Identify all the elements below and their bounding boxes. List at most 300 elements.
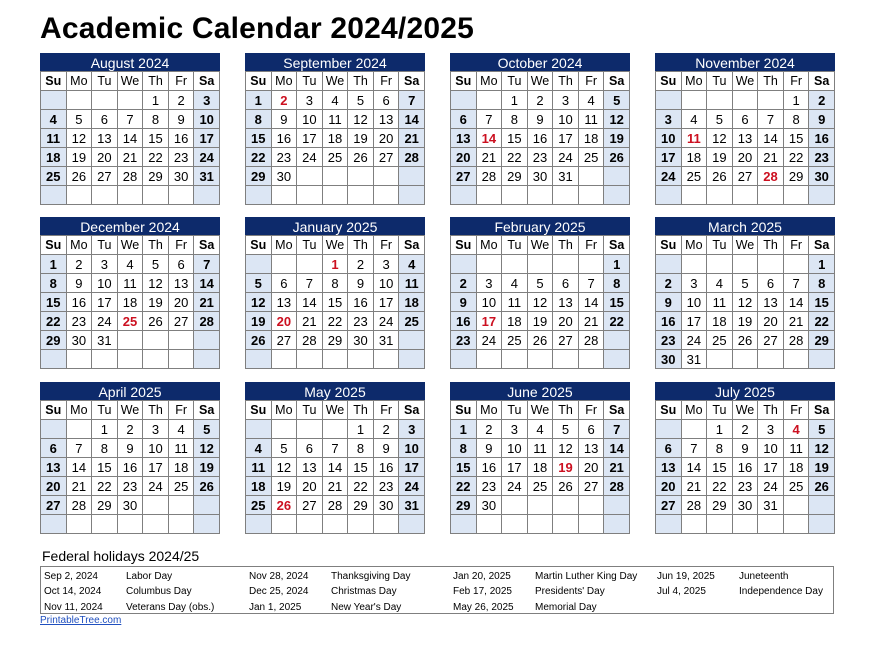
holiday-name: Memorial Day bbox=[535, 601, 597, 613]
weekday-header: Th bbox=[553, 401, 579, 420]
weekday-header: Fr bbox=[373, 401, 399, 420]
day-cell bbox=[656, 420, 682, 439]
weekday-header: Th bbox=[758, 72, 784, 91]
day-cell: 22 bbox=[451, 477, 477, 496]
day-cell: 17 bbox=[681, 312, 707, 331]
day-cell bbox=[758, 255, 784, 274]
day-cell: 9 bbox=[732, 439, 758, 458]
day-cell bbox=[604, 350, 630, 369]
day-cell bbox=[246, 515, 272, 534]
day-cell: 21 bbox=[578, 312, 604, 331]
weekday-header: Fr bbox=[578, 401, 604, 420]
weekday-header: Fr bbox=[578, 236, 604, 255]
day-cell: 25 bbox=[41, 167, 67, 186]
day-cell bbox=[451, 350, 477, 369]
day-cell bbox=[194, 515, 220, 534]
day-cell: 6 bbox=[92, 110, 118, 129]
day-cell bbox=[451, 515, 477, 534]
day-cell bbox=[246, 186, 272, 205]
month-calendar bbox=[655, 382, 835, 534]
day-cell: 8 bbox=[451, 439, 477, 458]
day-cell bbox=[604, 496, 630, 515]
day-cell bbox=[758, 515, 784, 534]
day-cell: 23 bbox=[168, 148, 194, 167]
day-cell bbox=[41, 186, 67, 205]
day-cell bbox=[399, 167, 425, 186]
day-cell: 31 bbox=[681, 350, 707, 369]
day-cell: 30 bbox=[527, 167, 553, 186]
day-cell: 13 bbox=[578, 439, 604, 458]
month-calendar bbox=[450, 382, 630, 534]
day-cell bbox=[681, 186, 707, 205]
day-cell: 14 bbox=[783, 293, 809, 312]
day-cell: 7 bbox=[783, 274, 809, 293]
day-cell: 28 bbox=[476, 167, 502, 186]
day-cell: 16 bbox=[656, 312, 682, 331]
day-cell: 26 bbox=[527, 331, 553, 350]
footer-link[interactable]: PrintableTree.com bbox=[40, 615, 122, 626]
day-cell bbox=[783, 496, 809, 515]
weekday-header: Mo bbox=[271, 236, 297, 255]
day-cell: 22 bbox=[41, 312, 67, 331]
day-cell: 18 bbox=[117, 293, 143, 312]
holiday-name: Veterans Day (obs.) bbox=[126, 601, 215, 613]
day-cell: 23 bbox=[451, 331, 477, 350]
day-cell: 25 bbox=[168, 477, 194, 496]
holiday-row bbox=[249, 569, 410, 584]
day-cell: 3 bbox=[194, 91, 220, 110]
weekday-header: Mo bbox=[476, 72, 502, 91]
weekday-header: We bbox=[732, 236, 758, 255]
weekday-header: Tu bbox=[297, 401, 323, 420]
day-cell: 16 bbox=[168, 129, 194, 148]
day-cell bbox=[553, 350, 579, 369]
day-cell bbox=[297, 255, 323, 274]
day-cell: 2 bbox=[168, 91, 194, 110]
day-cell: 24 bbox=[656, 167, 682, 186]
day-cell bbox=[758, 350, 784, 369]
day-cell bbox=[783, 186, 809, 205]
day-cell: 19 bbox=[246, 312, 272, 331]
day-cell: 22 bbox=[322, 312, 348, 331]
day-cell: 19 bbox=[732, 312, 758, 331]
holiday-date: Jan 1, 2025 bbox=[249, 601, 302, 613]
day-cell: 9 bbox=[527, 110, 553, 129]
month-calendar bbox=[40, 382, 220, 534]
day-cell bbox=[143, 186, 169, 205]
day-cell: 23 bbox=[476, 477, 502, 496]
day-cell bbox=[66, 420, 92, 439]
weekday-header: We bbox=[117, 401, 143, 420]
day-cell bbox=[246, 255, 272, 274]
day-cell: 21 bbox=[399, 129, 425, 148]
day-cell: 14 bbox=[297, 293, 323, 312]
weekday-header: We bbox=[732, 72, 758, 91]
day-cell bbox=[732, 515, 758, 534]
day-cell: 20 bbox=[92, 148, 118, 167]
day-cell: 19 bbox=[527, 312, 553, 331]
weekday-header: Su bbox=[246, 236, 272, 255]
day-cell: 18 bbox=[578, 129, 604, 148]
day-cell bbox=[246, 350, 272, 369]
day-cell: 11 bbox=[502, 293, 528, 312]
day-cell bbox=[578, 186, 604, 205]
day-cell: 7 bbox=[604, 420, 630, 439]
weekday-header: Th bbox=[758, 236, 784, 255]
day-cell bbox=[604, 331, 630, 350]
day-cell bbox=[194, 350, 220, 369]
day-cell: 1 bbox=[246, 91, 272, 110]
day-cell: 12 bbox=[143, 274, 169, 293]
day-cell: 23 bbox=[373, 477, 399, 496]
holiday-date: Jun 19, 2025 bbox=[657, 571, 715, 582]
day-cell bbox=[373, 186, 399, 205]
day-cell: 1 bbox=[604, 255, 630, 274]
day-cell: 18 bbox=[783, 458, 809, 477]
day-cell: 4 bbox=[399, 255, 425, 274]
day-cell: 2 bbox=[451, 274, 477, 293]
weekday-header: Su bbox=[41, 72, 67, 91]
day-cell: 26 bbox=[809, 477, 835, 496]
day-cell bbox=[399, 515, 425, 534]
holiday-day-cell: 26 bbox=[271, 496, 297, 515]
day-cell bbox=[168, 515, 194, 534]
day-cell: 12 bbox=[66, 129, 92, 148]
day-cell: 11 bbox=[399, 274, 425, 293]
holiday-day-cell: 25 bbox=[117, 312, 143, 331]
day-cell: 10 bbox=[758, 439, 784, 458]
day-cell: 24 bbox=[143, 477, 169, 496]
day-cell: 15 bbox=[143, 129, 169, 148]
day-cell: 9 bbox=[373, 439, 399, 458]
day-cell: 18 bbox=[681, 148, 707, 167]
day-cell: 9 bbox=[66, 274, 92, 293]
holidays-column bbox=[657, 569, 823, 600]
holidays-column bbox=[44, 569, 214, 615]
holiday-date: Jan 20, 2025 bbox=[453, 571, 511, 582]
day-cell: 8 bbox=[604, 274, 630, 293]
holiday-date: Nov 28, 2024 bbox=[249, 571, 309, 582]
day-cell: 31 bbox=[399, 496, 425, 515]
weekday-header: We bbox=[322, 401, 348, 420]
day-cell: 6 bbox=[553, 274, 579, 293]
weekday-header: Th bbox=[348, 236, 374, 255]
holiday-name: Thanksgiving Day bbox=[331, 571, 411, 582]
day-cell: 21 bbox=[322, 477, 348, 496]
day-cell bbox=[553, 186, 579, 205]
weekday-header: Tu bbox=[502, 72, 528, 91]
day-cell: 10 bbox=[297, 110, 323, 129]
day-cell bbox=[707, 515, 733, 534]
day-cell: 15 bbox=[41, 293, 67, 312]
day-cell: 24 bbox=[681, 331, 707, 350]
day-cell bbox=[578, 350, 604, 369]
day-cell bbox=[373, 350, 399, 369]
day-cell: 29 bbox=[707, 496, 733, 515]
day-cell: 23 bbox=[527, 148, 553, 167]
day-cell: 23 bbox=[117, 477, 143, 496]
day-cell: 16 bbox=[373, 458, 399, 477]
day-cell bbox=[476, 186, 502, 205]
weekday-header: Sa bbox=[399, 236, 425, 255]
day-cell bbox=[271, 515, 297, 534]
holiday-row bbox=[44, 569, 214, 584]
day-cell: 27 bbox=[168, 312, 194, 331]
day-cell: 16 bbox=[271, 129, 297, 148]
weekday-header: Su bbox=[451, 401, 477, 420]
day-cell bbox=[527, 515, 553, 534]
day-cell: 17 bbox=[502, 458, 528, 477]
day-cell: 25 bbox=[681, 167, 707, 186]
day-cell bbox=[117, 515, 143, 534]
weekday-header: Tu bbox=[707, 72, 733, 91]
weekday-header: Fr bbox=[168, 72, 194, 91]
day-cell: 29 bbox=[809, 331, 835, 350]
day-cell bbox=[681, 420, 707, 439]
day-cell bbox=[707, 255, 733, 274]
day-cell: 11 bbox=[322, 110, 348, 129]
day-cell: 1 bbox=[41, 255, 67, 274]
day-cell: 26 bbox=[707, 167, 733, 186]
day-cell: 10 bbox=[399, 439, 425, 458]
day-cell: 2 bbox=[373, 420, 399, 439]
day-cell bbox=[271, 255, 297, 274]
weekday-header: Sa bbox=[399, 401, 425, 420]
day-cell: 8 bbox=[348, 439, 374, 458]
day-cell: 11 bbox=[117, 274, 143, 293]
month-title: September 2024 bbox=[245, 53, 425, 71]
day-cell: 11 bbox=[246, 458, 272, 477]
weekday-header: Tu bbox=[707, 401, 733, 420]
day-cell: 3 bbox=[143, 420, 169, 439]
weekday-header: Sa bbox=[194, 72, 220, 91]
day-cell: 24 bbox=[297, 148, 323, 167]
holidays-column bbox=[249, 569, 410, 615]
day-cell: 5 bbox=[194, 420, 220, 439]
day-cell: 19 bbox=[348, 129, 374, 148]
day-cell bbox=[66, 350, 92, 369]
day-cell bbox=[809, 186, 835, 205]
weekday-header: Mo bbox=[66, 72, 92, 91]
day-cell: 11 bbox=[168, 439, 194, 458]
day-cell bbox=[502, 186, 528, 205]
day-cell: 21 bbox=[681, 477, 707, 496]
day-cell bbox=[41, 350, 67, 369]
weekday-header: Mo bbox=[681, 401, 707, 420]
day-cell: 16 bbox=[66, 293, 92, 312]
day-cell: 5 bbox=[604, 91, 630, 110]
month-calendar bbox=[40, 217, 220, 369]
day-cell: 13 bbox=[271, 293, 297, 312]
weekday-header: Mo bbox=[66, 401, 92, 420]
day-cell bbox=[604, 515, 630, 534]
month-title: December 2024 bbox=[40, 217, 220, 235]
day-cell: 20 bbox=[578, 458, 604, 477]
day-cell bbox=[476, 255, 502, 274]
weekday-header: Sa bbox=[604, 401, 630, 420]
day-cell: 29 bbox=[92, 496, 118, 515]
day-cell: 10 bbox=[553, 110, 579, 129]
day-cell bbox=[527, 350, 553, 369]
day-cell: 30 bbox=[732, 496, 758, 515]
day-cell: 3 bbox=[476, 274, 502, 293]
day-cell: 17 bbox=[758, 458, 784, 477]
day-cell bbox=[502, 350, 528, 369]
day-cell: 7 bbox=[399, 91, 425, 110]
day-cell: 10 bbox=[373, 274, 399, 293]
day-cell bbox=[681, 91, 707, 110]
day-cell: 14 bbox=[758, 129, 784, 148]
day-cell: 5 bbox=[707, 110, 733, 129]
day-cell bbox=[783, 255, 809, 274]
day-cell bbox=[783, 350, 809, 369]
day-cell: 18 bbox=[168, 458, 194, 477]
day-cell: 24 bbox=[194, 148, 220, 167]
day-cell: 19 bbox=[604, 129, 630, 148]
month-title: March 2025 bbox=[655, 217, 835, 235]
day-cell: 27 bbox=[732, 167, 758, 186]
weekday-header: Sa bbox=[809, 401, 835, 420]
holiday-row bbox=[249, 600, 410, 615]
day-cell: 27 bbox=[41, 496, 67, 515]
day-cell: 24 bbox=[92, 312, 118, 331]
day-cell: 17 bbox=[553, 129, 579, 148]
weekday-header: Tu bbox=[92, 72, 118, 91]
day-cell: 18 bbox=[502, 312, 528, 331]
day-cell: 13 bbox=[41, 458, 67, 477]
holiday-row bbox=[44, 600, 214, 615]
day-cell bbox=[143, 350, 169, 369]
holiday-day-cell: 19 bbox=[553, 458, 579, 477]
day-cell bbox=[41, 91, 67, 110]
day-cell bbox=[143, 515, 169, 534]
day-cell: 27 bbox=[758, 331, 784, 350]
day-cell bbox=[578, 167, 604, 186]
weekday-header: Su bbox=[656, 72, 682, 91]
day-cell bbox=[451, 186, 477, 205]
holiday-name: Juneteenth bbox=[739, 571, 789, 582]
day-cell: 21 bbox=[758, 148, 784, 167]
month-calendar bbox=[655, 53, 835, 205]
day-cell: 2 bbox=[66, 255, 92, 274]
day-cell bbox=[732, 350, 758, 369]
day-cell: 3 bbox=[373, 255, 399, 274]
day-cell bbox=[681, 515, 707, 534]
day-cell bbox=[809, 515, 835, 534]
day-cell: 31 bbox=[373, 331, 399, 350]
day-cell bbox=[451, 91, 477, 110]
day-cell: 1 bbox=[783, 91, 809, 110]
day-cell: 15 bbox=[92, 458, 118, 477]
day-cell: 27 bbox=[92, 167, 118, 186]
month-title: July 2025 bbox=[655, 382, 835, 400]
day-cell bbox=[41, 420, 67, 439]
day-cell: 7 bbox=[66, 439, 92, 458]
weekday-header: Tu bbox=[297, 72, 323, 91]
month-title: October 2024 bbox=[450, 53, 630, 71]
weekday-header: Sa bbox=[604, 72, 630, 91]
day-cell: 23 bbox=[348, 312, 374, 331]
day-cell: 15 bbox=[809, 293, 835, 312]
weekday-header: Fr bbox=[168, 401, 194, 420]
day-cell: 20 bbox=[41, 477, 67, 496]
holiday-date: Dec 25, 2024 bbox=[249, 586, 309, 598]
weekday-header: Su bbox=[451, 72, 477, 91]
day-cell: 17 bbox=[92, 293, 118, 312]
day-cell: 14 bbox=[66, 458, 92, 477]
day-cell: 17 bbox=[373, 293, 399, 312]
day-cell: 19 bbox=[271, 477, 297, 496]
day-cell: 10 bbox=[681, 293, 707, 312]
day-cell: 31 bbox=[92, 331, 118, 350]
day-cell bbox=[656, 186, 682, 205]
day-cell: 14 bbox=[681, 458, 707, 477]
day-cell bbox=[297, 420, 323, 439]
day-cell: 24 bbox=[373, 312, 399, 331]
day-cell: 8 bbox=[246, 110, 272, 129]
day-cell: 26 bbox=[348, 148, 374, 167]
holiday-date: Nov 11, 2024 bbox=[44, 601, 103, 613]
day-cell: 28 bbox=[66, 496, 92, 515]
weekday-header: Fr bbox=[783, 236, 809, 255]
day-cell: 1 bbox=[809, 255, 835, 274]
day-cell: 30 bbox=[476, 496, 502, 515]
holiday-name: Independence Day bbox=[739, 586, 823, 598]
weekday-header: Fr bbox=[578, 72, 604, 91]
day-cell: 15 bbox=[348, 458, 374, 477]
day-cell: 21 bbox=[297, 312, 323, 331]
holiday-name: Columbus Day bbox=[126, 586, 192, 598]
weekday-header: Th bbox=[143, 236, 169, 255]
day-cell: 12 bbox=[348, 110, 374, 129]
holiday-row bbox=[657, 584, 823, 599]
day-cell: 22 bbox=[809, 312, 835, 331]
holiday-row bbox=[453, 600, 637, 615]
day-cell bbox=[322, 420, 348, 439]
day-cell: 21 bbox=[66, 477, 92, 496]
day-cell: 21 bbox=[783, 312, 809, 331]
day-cell bbox=[553, 255, 579, 274]
day-cell: 13 bbox=[168, 274, 194, 293]
day-cell: 23 bbox=[656, 331, 682, 350]
day-cell: 24 bbox=[399, 477, 425, 496]
day-cell: 30 bbox=[348, 331, 374, 350]
month-calendar bbox=[245, 53, 425, 205]
day-cell: 27 bbox=[656, 496, 682, 515]
day-cell: 12 bbox=[707, 129, 733, 148]
day-cell bbox=[246, 420, 272, 439]
day-cell bbox=[297, 350, 323, 369]
day-cell: 7 bbox=[194, 255, 220, 274]
day-cell: 30 bbox=[656, 350, 682, 369]
day-cell: 4 bbox=[246, 439, 272, 458]
weekday-header: Mo bbox=[271, 401, 297, 420]
day-cell: 16 bbox=[451, 312, 477, 331]
day-cell: 26 bbox=[553, 477, 579, 496]
day-cell: 14 bbox=[578, 293, 604, 312]
weekday-header: Fr bbox=[373, 236, 399, 255]
weekday-header: Tu bbox=[502, 236, 528, 255]
day-cell: 13 bbox=[656, 458, 682, 477]
weekday-header: Fr bbox=[373, 72, 399, 91]
day-cell bbox=[92, 350, 118, 369]
day-cell: 27 bbox=[373, 148, 399, 167]
day-cell: 9 bbox=[117, 439, 143, 458]
day-cell: 1 bbox=[502, 91, 528, 110]
day-cell: 9 bbox=[451, 293, 477, 312]
day-cell: 7 bbox=[322, 439, 348, 458]
day-cell: 28 bbox=[117, 167, 143, 186]
